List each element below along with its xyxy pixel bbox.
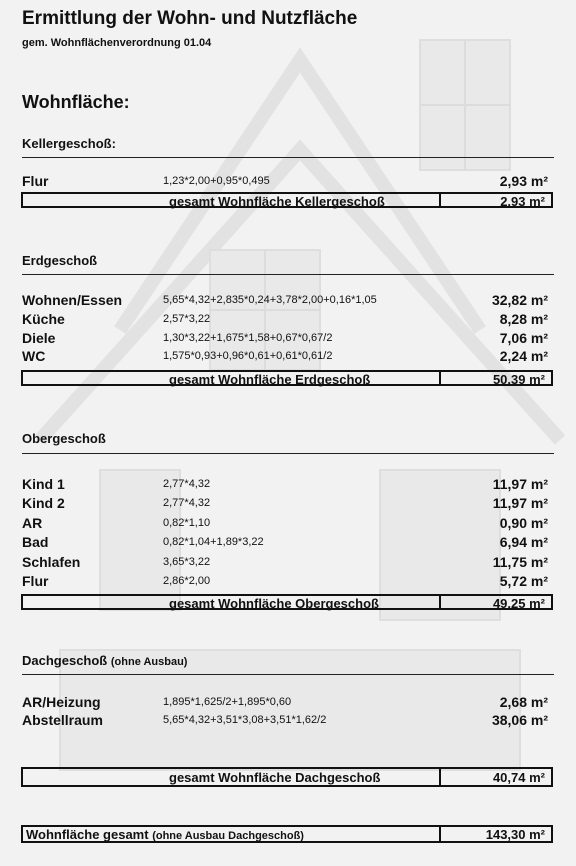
subtotal-label: gesamt Wohnfläche Dachgeschoß xyxy=(169,770,381,785)
table-row xyxy=(22,476,548,494)
room-formula: 0,82*1,10 xyxy=(163,517,211,529)
divider-rule xyxy=(22,674,554,675)
subtotal-value: 50,39 m² xyxy=(492,372,545,387)
table-row xyxy=(22,534,548,552)
floor-title-note: (ohne Ausbau) xyxy=(110,656,188,668)
table-row xyxy=(22,311,548,329)
table-row xyxy=(22,694,548,712)
room-name: Schlafen xyxy=(22,554,81,570)
room-formula: 5,65*4,32+3,51*3,08+3,51*1,62/2 xyxy=(163,714,327,726)
subtotal-value: 40,74 m² xyxy=(492,770,545,785)
divider-rule xyxy=(22,157,554,158)
document-title: Ermittlung der Wohn- und Nutzfläche xyxy=(22,8,358,29)
room-area: 7,06 m² xyxy=(499,330,548,346)
room-formula: 1,30*3,22+1,675*1,58+0,67*0,67/2 xyxy=(163,332,333,344)
table-row xyxy=(22,573,548,591)
floor-title-text: Dachgeschoß xyxy=(22,653,108,668)
room-name: Diele xyxy=(22,330,56,346)
room-area: 11,75 m² xyxy=(492,554,548,570)
floor-title-obergeschoss: Obergeschoß xyxy=(22,431,106,446)
table-row xyxy=(22,348,548,366)
grand-total-divider xyxy=(439,827,441,841)
room-name: Flur xyxy=(22,573,49,589)
subtotal-box-erdgeschoss xyxy=(21,370,553,386)
table-row xyxy=(22,173,548,191)
room-area: 2,93 m² xyxy=(499,173,548,189)
room-formula: 2,86*2,00 xyxy=(163,575,211,587)
room-name: Kind 1 xyxy=(22,476,65,492)
subtotal-divider xyxy=(439,769,441,785)
subtotal-label: gesamt Wohnfläche Kellergeschoß xyxy=(169,194,385,209)
grand-total-value: 143,30 m² xyxy=(485,827,545,842)
table-row xyxy=(22,292,548,310)
room-formula: 1,575*0,93+0,96*0,61+0,61*0,61/2 xyxy=(163,350,333,362)
room-formula: 5,65*4,32+2,835*0,24+3,78*2,00+0,16*1,05 xyxy=(163,294,377,306)
room-formula: 1,23*2,00+0,95*0,495 xyxy=(163,175,270,187)
room-formula: 2,77*4,32 xyxy=(163,478,211,490)
room-formula: 1,895*1,625/2+1,895*0,60 xyxy=(163,696,292,708)
table-row xyxy=(22,515,548,533)
room-formula: 0,82*1,04+1,89*3,22 xyxy=(163,536,264,548)
room-area: 32,82 m² xyxy=(491,292,548,308)
section-heading-wohnflaeche: Wohnfläche: xyxy=(22,92,130,112)
subtotal-box-obergeschoss xyxy=(21,594,553,610)
floor-title-erdgeschoss: Erdgeschoß xyxy=(22,253,98,268)
grand-total-label xyxy=(26,827,304,842)
document-subtitle: gem. Wohnflächenverordnung 01.04 xyxy=(22,37,212,49)
room-name: WC xyxy=(22,348,46,364)
grand-total-note: (ohne Ausbau Dachgeschoß) xyxy=(152,830,304,842)
subtotal-box-kellergeschoss xyxy=(21,192,553,208)
subtotal-label: gesamt Wohnfläche Obergeschoß xyxy=(169,596,379,611)
subtotal-value: 2,93 m² xyxy=(500,194,545,209)
grand-total-box xyxy=(21,825,553,843)
room-name: Küche xyxy=(22,311,65,327)
room-area: 11,97 m² xyxy=(492,476,548,492)
table-row xyxy=(22,330,548,348)
room-name: Flur xyxy=(22,173,49,189)
subtotal-value: 49,25 m² xyxy=(492,596,545,611)
subtotal-divider xyxy=(439,194,441,206)
subtotal-label: gesamt Wohnfläche Erdgeschoß xyxy=(169,372,371,387)
room-name: AR/Heizung xyxy=(22,694,101,710)
subtotal-box-dachgeschoss xyxy=(21,767,553,787)
table-row xyxy=(22,554,548,572)
room-name: Abstellraum xyxy=(22,712,103,728)
table-row xyxy=(22,495,548,513)
room-area: 11,97 m² xyxy=(492,495,548,511)
floor-title-kellergeschoss: Kellergeschoß: xyxy=(22,136,116,151)
grand-total-label-text: Wohnfläche gesamt xyxy=(26,827,149,842)
floor-title-dachgeschoss xyxy=(22,653,187,668)
room-name: AR xyxy=(22,515,43,531)
room-name: Bad xyxy=(22,534,49,550)
room-area: 2,24 m² xyxy=(499,348,548,364)
divider-rule xyxy=(22,453,554,454)
room-formula: 3,65*3,22 xyxy=(163,556,211,568)
divider-rule xyxy=(22,274,554,275)
table-row xyxy=(22,712,548,730)
room-area: 2,68 m² xyxy=(499,694,548,710)
subtotal-divider xyxy=(439,596,441,608)
room-formula: 2,77*4,32 xyxy=(163,497,211,509)
room-name: Kind 2 xyxy=(22,495,65,511)
room-formula: 2,57*3,22 xyxy=(163,313,211,325)
room-area: 0,90 m² xyxy=(499,515,548,531)
room-area: 6,94 m² xyxy=(499,534,548,550)
room-name: Wohnen/Essen xyxy=(22,292,123,308)
room-area: 5,72 m² xyxy=(499,573,548,589)
room-area: 8,28 m² xyxy=(499,311,548,327)
subtotal-divider xyxy=(439,372,441,384)
room-area: 38,06 m² xyxy=(491,712,548,728)
